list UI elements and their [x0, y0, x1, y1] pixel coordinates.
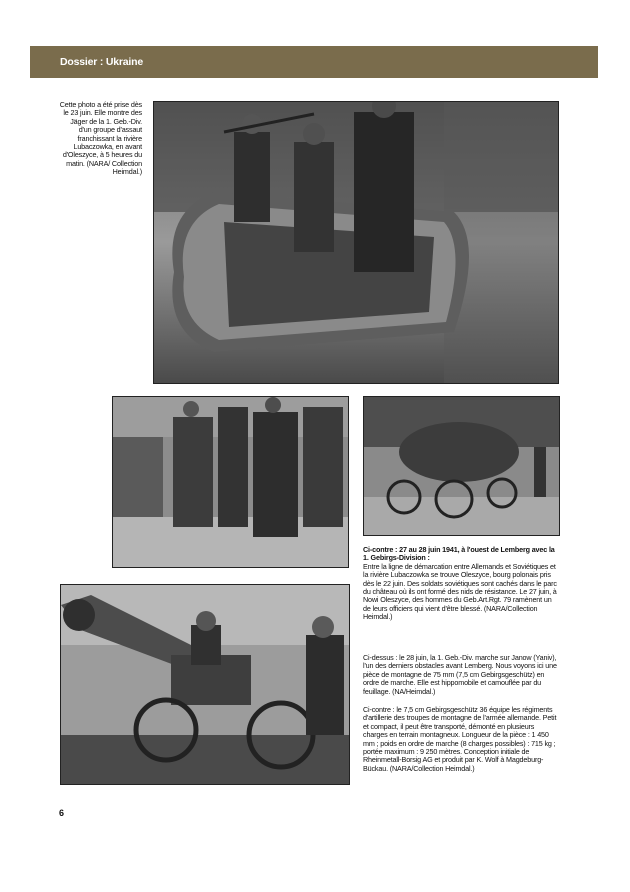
photo-mountain-gun: [60, 584, 350, 785]
caption-janow: [363, 654, 559, 696]
caption-janow-text: Ci-dessus : le 28 juin, la 1. Geb.-Div. marche sur Janow (Yaniv), l'un des derniers obstacles avant Lemberg. Nous voyons ici une pièce de montagne de 75 mm (7,5 cm Gebirgsgeschütz) en ordre de marche. Elle est hippomobile et camouflée par du feuillage. (NA/Heimdal.): [363, 653, 557, 696]
photo-camouflaged-gun: [363, 396, 560, 536]
caption-lemberg-body: Entre la ligne de démarcation entre Allemands et Soviétiques et la rivière Lubaczowka se trouve Oleszyce, bourg polonais pris dès le 22 juin. Des soldats soviétiques sont cachés dans le parc du château où ils ont formé des nids de résistance. Le 27 juin, à Nowi Oleszyce, des hommes du Geb.Art.Rgt. 79 ramènent un de leurs officiers qui vient d'être blessé. (NARA/Collection Heimdal.): [363, 561, 557, 622]
caption-raft-text: Cette photo a été prise dès le 23 juin. Elle montre des Jäger de la 1. Geb.-Div. d'un groupe d'assaut franchissant la rivière Lubaczowka, en avant d'Oleszyce, à 5 heures du matin. (NARA/ Collection Heimdal.): [59, 100, 142, 177]
caption-lemberg: [363, 546, 559, 622]
photo-raft-crossing: [153, 101, 559, 384]
page-number: 6: [59, 808, 65, 818]
caption-lemberg-title: Ci-contre : 27 au 28 juin 1941, à l'ouest de Lemberg avec la 1. Gebirgs-Division :: [363, 545, 555, 563]
photo-wounded-officer: [112, 396, 349, 568]
caption-gun: [363, 706, 559, 773]
section-title: Dossier : Ukraine: [60, 56, 143, 68]
caption-gun-text: Ci-contre : le 7,5 cm Gebirgsgeschütz 36 équipe les régiments d'artillerie des troupes de montagne de l'armée allemande. Petit et compact, il peut être transporté, démonté en plusieurs charges en terrain montagneux. Longueur de la pièce : 1 450 mm ; poids en ordre de marche (8 charges possibles) : 715 kg ; portée maximum : 9 250 mètres. Conception initiale de Rheinmetall-Borsig AG et produit par K. Wolf à Magdeburg-Bückau. (NARA/Collection Heimdal.): [363, 705, 557, 773]
caption-raft: [56, 101, 142, 177]
